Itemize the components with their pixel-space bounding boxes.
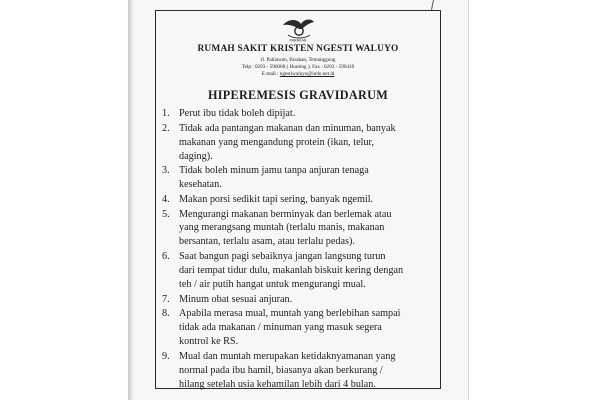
advice-list xyxy=(162,107,436,392)
item-line: Minum obat sesuai anjuran. xyxy=(179,293,293,305)
item-text xyxy=(179,350,436,392)
item-line: teh / air putih hangat untuk mengurangi mual. xyxy=(179,278,366,290)
item-number: 7. xyxy=(162,293,170,305)
email-address: ngestiwaluyo@indo.net.id xyxy=(279,71,335,77)
list-item xyxy=(162,350,436,392)
item-line: Makan porsi sedikit tapi sering, banyak ngemil. xyxy=(179,193,374,205)
item-line: tidak ada makanan / minuman yang masuk segera xyxy=(179,322,382,334)
item-line: daging). xyxy=(179,150,213,162)
item-text xyxy=(179,208,436,250)
item-number: 4. xyxy=(162,193,170,205)
item-number: 3. xyxy=(162,165,170,177)
item-number: 8. xyxy=(162,308,170,320)
item-number: 5. xyxy=(162,208,170,220)
item-line: normal pada ibu hamil, biasanya akan berkurang / xyxy=(179,364,383,376)
item-line: kesehatan. xyxy=(179,179,222,191)
item-line: Saat bangun pagi sebaiknya jangan langsung turun xyxy=(179,251,386,263)
list-item xyxy=(162,107,436,121)
item-line: bersantan, terlalu asam, atau terlalu pedas). xyxy=(179,236,355,248)
item-text xyxy=(179,122,436,164)
list-item xyxy=(162,293,436,307)
hospital-name: RUMAH SAKIT KRISTEN NGESTI WALUYO xyxy=(197,44,399,54)
item-line: Tidak boleh minum jamu tanpa anjuran tenaga xyxy=(179,165,369,177)
hospital-logo-icon xyxy=(280,16,316,42)
list-item xyxy=(162,250,436,292)
item-line: dari tempat tidur dulu, makanlah biskuit kering dengan xyxy=(179,264,404,276)
item-text xyxy=(179,164,436,192)
document-title: HIPEREMESIS GRAVIDARUM xyxy=(207,88,389,102)
hospital-phone: Telp : 0293 - 596068 ( Hunting ), Fax : 0293 - 596410 xyxy=(241,64,355,70)
item-number: 9. xyxy=(162,350,170,362)
item-line: Mengurangi makanan berminyak dan berlemak atau xyxy=(179,208,392,220)
item-line: kontrol ke RS. xyxy=(179,336,239,348)
item-line: makanan yang mengandung protein (ikan, telur, xyxy=(179,136,375,148)
item-line: Mual dan muntah merupakan ketidaknyamanan yang xyxy=(179,350,396,362)
item-number: 6. xyxy=(162,251,170,263)
item-text xyxy=(179,307,436,349)
item-line: yang merangsang muntah (terlalu manis, makanan xyxy=(179,222,385,234)
item-text xyxy=(179,293,436,307)
hospital-email-line xyxy=(155,71,441,77)
item-text xyxy=(179,107,436,121)
item-line: Perut ibu tidak boleh dipijat. xyxy=(179,108,296,119)
hospital-address: Jl. Pahlawan, Parakan, Temanggung xyxy=(260,57,336,63)
list-item xyxy=(162,164,436,192)
item-line: hilang setelah usia kehamilan lebih dari 4 bulan. xyxy=(179,378,376,390)
item-line: Tidak ada pantangan makanan dan minuman, banyak xyxy=(179,122,396,134)
item-text xyxy=(179,250,436,292)
list-item xyxy=(162,307,436,349)
item-line: Apabila merasa mual, muntah yang berlebihan sampai xyxy=(179,308,401,320)
logo-text: PARAKAN xyxy=(289,38,307,42)
item-number: 1. xyxy=(162,108,170,119)
list-item xyxy=(162,193,436,207)
item-text xyxy=(179,193,436,207)
list-item xyxy=(162,208,436,250)
list-item xyxy=(162,122,436,164)
email-label: E-mail : xyxy=(261,71,279,77)
item-number: 2. xyxy=(162,122,170,134)
